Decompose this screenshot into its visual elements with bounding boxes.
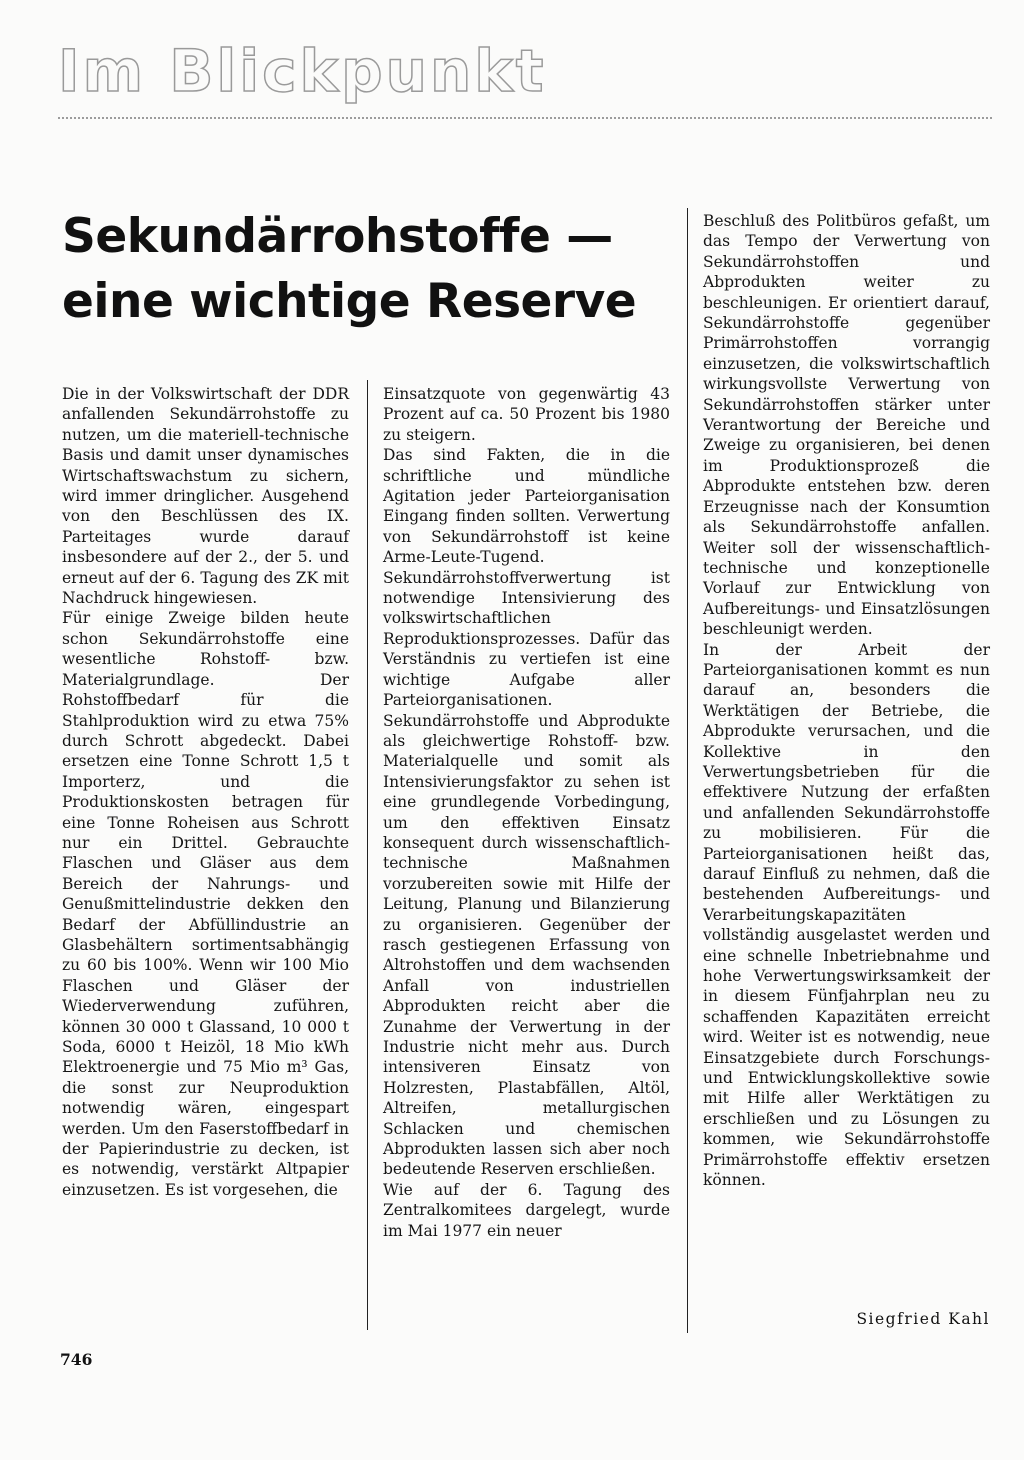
paragraph: Einsatzquote von gegenwärtig 43 Prozent auf ca. 50 Prozent bis 1980 zu steigern. [383,385,670,444]
page-number: 746 [60,1350,93,1369]
article-headline [62,204,682,334]
paragraph: Wie auf der 6. Tagung des Zentralkomitees dargelegt, wurde im Mai 1977 ein neuer [383,1180,670,1240]
column-divider [367,380,368,1330]
headline-line-1: Sekundärrohstoffe — [62,209,613,264]
paragraph: Beschluß des Politbüros gefaßt, um das Tempo der Verwertung von Sekundärrohstoffen und Abprodukten weiter zu beschleunigen. Er orientiert darauf, Sekundärrohstoffe gegenüber Primärrohstoffen vorrangig einzusetzen, die volkswirtschaftlich wirkungsvollste Verwertung von Sekundärrohstoffen stärker unter Verantwortung der Bereiche und Zweige zu organisieren, bei denen im Produktionsprozeß die Abprodukte entstehen bzw. deren Erzeugnisse nach der Konsumtion als Sekundärrohstoffe anfallen. Weiter soll der wissenschaftlich-technische und konzeptionelle Vorlauf zur Entwicklung von Aufbereitungs- und Einsatzlösungen beschleunigt werden. [703,212,990,639]
section-label: Im Blickpunkt [58,37,547,105]
text-column-left [62,384,349,1200]
paragraph: In der Arbeit der Parteiorganisationen kommt es nun darauf an, besonders die Werktätigen der Betriebe, die Abprodukte verursachen, und die Kollektive in den Verwertungsbetrieben für die effektivere Nutzung der erfaßten und anfallenden Sekundärrohstoffe zu mobilisieren. Für die Parteiorganisationen heißt das, darauf Einfluß zu nehmen, daß die bestehenden Aufbereitungs- und Verarbeitungskapazitäten vollständig ausgelastet werden und eine schnelle Inbetriebnahme und hohe Verwertungswirksamkeit der in diesem Fünfjahrplan neu zu schaffenden Kapazitäten erreicht wird. Weiter ist es notwendig, neue Einsatzgebiete durch Forschungs- und Entwicklungskollektive sowie mit Hilfe aller Werktätigen zu erschließen und zu Lösungen zu kommen, wie Sekundärrohstoffe Primärrohstoffe effektiv ersetzen können. [703,640,990,1190]
text-column-right [703,211,990,1191]
section-divider [58,117,992,119]
paragraph: Das sind Fakten, die in die schriftliche und mündliche Agitation jeder Parteiorganisation Eingang finden sollten. Verwertung von Sekundärrohstoff ist keine Arme-Leute-Tugend. Sekundärrohstoffverwertung ist notwendige Intensivierung des volkswirtschaftlichen Reproduktionsprozesses. Dafür das Verständnis zu vertiefen ist eine wichtige Aufgabe aller Parteiorganisationen. Sekundärrohstoffe und Abprodukte als gleichwertige Rohstoff- bzw. Materialquelle und somit als Intensivierungsfaktor zu sehen ist eine grundlegende Vorbedingung, um den effektiven Einsatz konsequent durch wissenschaftlich-technische Maßnahmen vorzubereiten sowie mit Hilfe der Leitung, Planung und Bilanzierung zu organisieren. Gegenüber der rasch gestiegenen Erfassung von Altrohstoffen und dem wachsenden Anfall von industriellen Abprodukten reicht aber die Zunahme der Verwertung in der Industrie nicht mehr aus. Durch intensiveren Einsatz von Holzresten, Plastabfällen, Altöl, Altreifen, metallurgischen Schlacken und chemischen Abprodukten lassen sich aber noch bedeutende Reserven erschließen. [383,446,670,1179]
paragraph: Die in der Volkswirtschaft der DDR anfallenden Sekundärrohstoffe zu nutzen, um die materiell-technische Basis und damit unser dynamisches Wirtschaftswachstum zu sichern, wird immer dringlicher. Ausgehend von den Beschlüssen des IX. Parteitages wurde darauf insbesondere auf der 2., der 5. und erneut auf der 6. Tagung des ZK mit Nachdruck hingewiesen. [62,385,349,608]
column-divider [687,208,688,1333]
headline-line-2: eine wichtige Reserve [62,274,637,329]
author-signature: Siegfried Kahl [856,1310,990,1328]
paragraph: Für einige Zweige bilden heute schon Sekundärrohstoffe eine wesentliche Rohstoff- bzw. Materialgrundlage. Der Rohstoffbedarf für die Stahlproduktion wird zu etwa 75% durch Schrott abgedeckt. Dabei ersetzen eine Tonne Schrott 1,5 t Importerz, und die Produktionskosten betragen für eine Tonne Roheisen aus Schrott nur ein Drittel. Gebrauchte Flaschen und Gläser aus dem Bereich der Nahrungs- und Genußmittelindustrie dekken den Bedarf der Abfüllindustrie an Glasbehältern sortimentsabhängig zu 60 bis 100%. Wenn wir 100 Mio Flaschen und Gläser der Wiederverwendung zuführen, können 30 000 t Glassand, 10 000 t Soda, 6000 t Heizöl, 18 Mio kWh Elektroenergie und 75 Mio m³ Gas, die sonst zur Neuproduktion notwendig wären, eingespart werden. Um den Faserstoffbedarf in der Papierindustrie zu decken, ist es notwendig, verstärkt Altpapier einzusetzen. Es ist vorgesehen, die [62,609,349,1199]
text-column-middle [383,384,670,1241]
